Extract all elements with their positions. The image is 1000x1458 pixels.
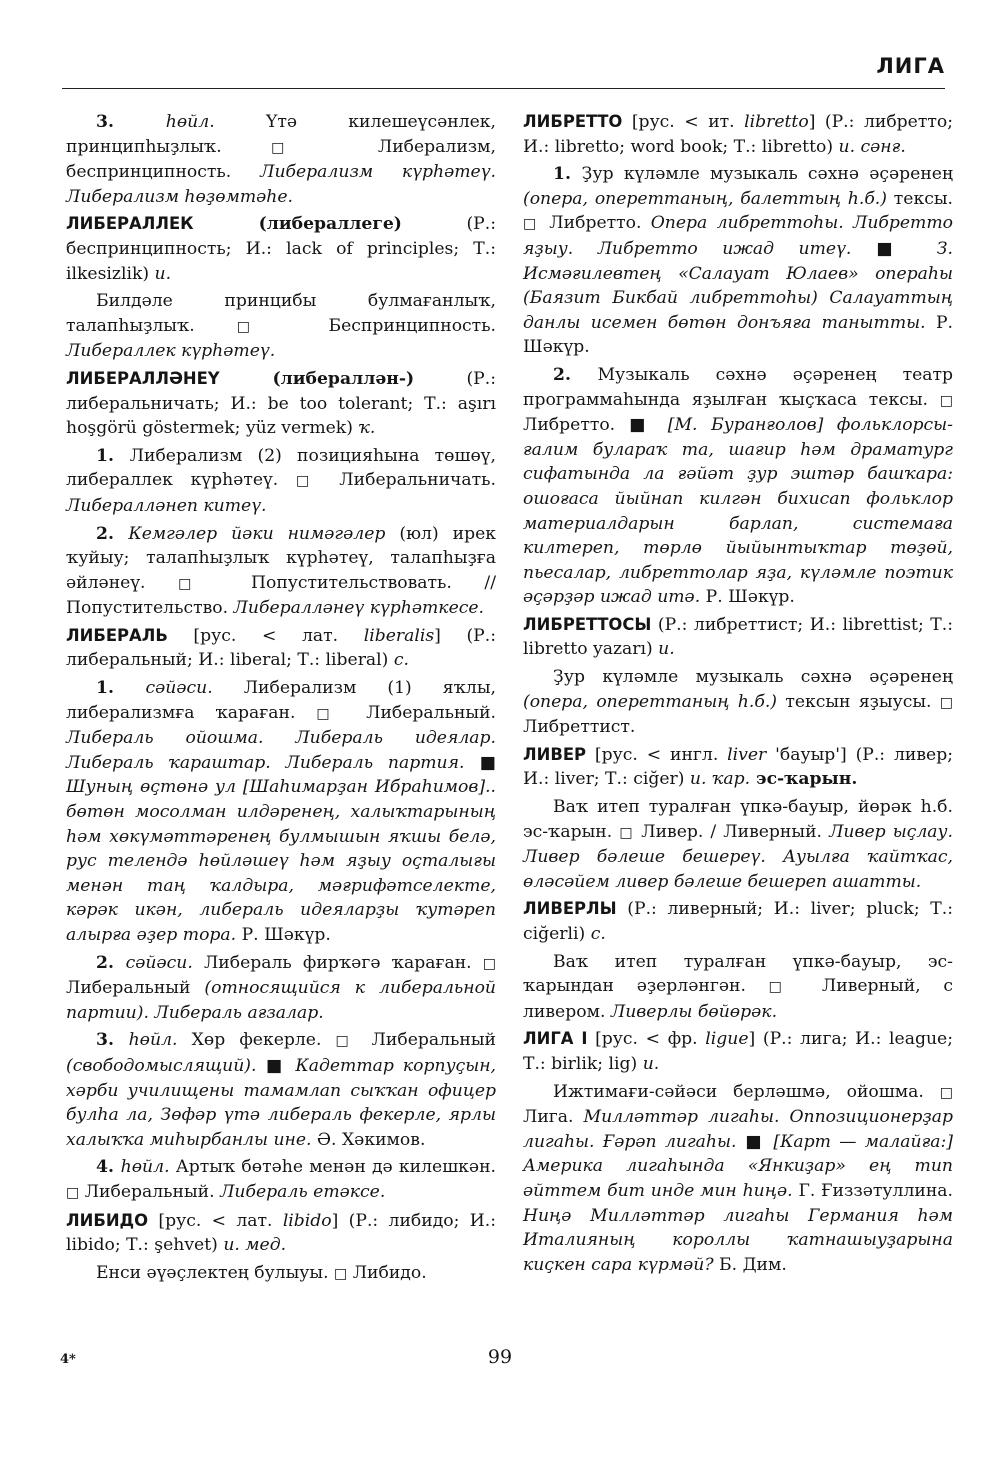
translation-marker: □ <box>482 955 496 972</box>
entry-headword-paragraph <box>523 613 953 662</box>
headword: ЛИБИДО <box>66 1210 149 1230</box>
entry-text: и. ҡар. <box>689 769 751 790</box>
translation-marker: □ <box>335 1033 358 1050</box>
entry-paragraph <box>66 676 496 948</box>
entry-text: Либреттист. <box>523 717 636 738</box>
entry-text: ] (Р.: лига; И.: league; Т.: birlik; lig) <box>523 1029 953 1074</box>
entry-text: Кадеттар корпуҫын, хәрби училищены тамамлап сыҡҡан офицер булһа ла, Зөфәр үтә либераль фекерле, ярлы халыҡҡа миһырбанлы ине. <box>66 1055 496 1150</box>
entry-text: сәйәси. <box>125 952 193 973</box>
entry-text: ■ <box>736 1131 774 1152</box>
translation-marker: □ <box>178 575 219 592</box>
entry-text: Либеральный. <box>345 702 496 723</box>
entry-text: (опера, опереттаның, балеттың һ.б.) <box>523 188 887 209</box>
entry-text: [М. Буранғолов] фольклорсы-ғалим булараҡ та, шағир һәм драматург сифатында ла ғәйәт ҙур эштәр башҡара: ошоғаса йыйнап килгән бихисап фольклор материалдарын барлап, системаға килтереп, төрлө йыйынтыҡтар төҙөй, пьесалар, либреттолар яҙа, күләмле поэтик әҫәрҙәр ижад итә. <box>523 415 953 608</box>
headword: ЛИБЕРАЛЛӘНЕҮ <box>66 368 220 388</box>
left-column <box>66 110 496 1289</box>
entry-text: 2. <box>553 364 598 385</box>
entry-text: Б. Дим. <box>713 1254 787 1275</box>
entry-text: Попустительствовать. // Попустительство. <box>66 572 497 619</box>
entry-text: ■ <box>256 1055 296 1076</box>
entry-text: (либераллән-) <box>219 368 415 389</box>
page-number: 99 <box>487 1346 513 1368</box>
entry-text: Либераль етәксе. <box>220 1181 386 1202</box>
right-column <box>523 110 953 1280</box>
entry-text: libretto <box>744 112 809 132</box>
entry-text: 'бауыр'] (Р.: ливер; И.: liver; Т.: ciğer) <box>523 744 953 790</box>
entry-headword-paragraph <box>523 897 953 946</box>
entry-text: (Р.: либеральничать; И.: be too tolerant; Т.: aşırı hoşgörü göstermek; yüz vermek) <box>66 368 496 439</box>
entry-text: ] (Р.: либеральный; И.: liberal; Т.: liberal) <box>66 625 496 671</box>
headword: ЛИБЕРАЛЛЕК <box>66 214 194 234</box>
entry-text: һөйл. <box>165 112 215 132</box>
entry-text: Г. Ғиззәтуллина. <box>792 1180 953 1201</box>
entry-text: Артыҡ бөтәһе менән дә килешкән. <box>169 1157 496 1178</box>
entry-text: ҡ. <box>358 418 376 439</box>
entry-headword-paragraph <box>66 1209 496 1258</box>
entry-text: 1. <box>96 678 146 699</box>
entry-text: libido <box>282 1210 332 1231</box>
entry-paragraph <box>66 289 496 364</box>
entry-paragraph <box>523 950 953 1025</box>
entry-text: Либеральный. <box>79 1181 221 1202</box>
translation-marker: □ <box>523 216 541 233</box>
entry-text: Либераллек күрһәтеү. <box>66 341 276 362</box>
entry-text: Р. Шәкүр. <box>236 925 331 945</box>
entry-text: 1. <box>553 164 582 185</box>
entry-paragraph <box>523 795 953 894</box>
entry-text: ■ <box>464 752 496 773</box>
entry-text: 3. <box>96 112 166 132</box>
entry-text: ligue <box>705 1029 749 1050</box>
entry-text: Енси әүәҫлектең булыуы. <box>96 1262 334 1283</box>
entry-text: и. <box>658 639 675 660</box>
entry-text: Беспринципность. <box>286 315 497 336</box>
entry-paragraph <box>66 110 496 209</box>
entry-text: Либераль ойошма. Либераль идеялар. Либераль ҡараштар. Либераль партия. <box>66 728 496 773</box>
entry-text: Р. Шәкүр. <box>700 587 795 608</box>
entry-text: (либераллеге) <box>193 214 402 235</box>
entry-paragraph <box>66 444 496 519</box>
entry-text: Либерализм, беспринципность. <box>66 136 496 183</box>
entry-text: [рус. < ит. <box>622 112 745 132</box>
entry-text: Ливерный, с ливером. <box>523 976 953 1022</box>
entry-text: З. Исмәғилевтең «Салауат Юлаев» операһы (Баязит Бикбай либреттоһы) Салауаттың данлы исемен бөтөн донъяға танытты. <box>523 238 953 333</box>
entry-text: ■ <box>851 238 937 259</box>
entry-text: (Р.: ливерный; И.: liver; pluck; Т.: ciğerli) <box>523 899 953 944</box>
entry-text: 3. <box>96 1030 129 1051</box>
entry-text: Либидо. <box>347 1262 427 1283</box>
translation-marker: □ <box>939 694 954 711</box>
translation-marker: □ <box>619 824 635 841</box>
entry-text: Ә. Хәкимов. <box>311 1129 426 1150</box>
entry-paragraph <box>66 522 496 621</box>
entry-paragraph <box>523 363 953 610</box>
headword: ЛИГА I <box>523 1029 588 1049</box>
entry-headword-paragraph <box>66 212 496 286</box>
entry-text: [рус. < ингл. <box>586 744 728 765</box>
entry-headword-paragraph <box>523 743 953 792</box>
entry-headword-paragraph <box>66 367 496 441</box>
entry-text: Либераль фирҡәгә ҡараған. <box>192 952 483 973</box>
headword: ЛИБРЕТТО <box>523 112 623 131</box>
entry-text: (Р.: беспринципность; И.: lack of principles; Т.: ilkesizlik) <box>66 214 496 284</box>
entry-text: и. <box>154 263 172 284</box>
entry-text: Музыкаль сәхнә әҫәренең театр программаһында яҙылған ҡыҫҡаса тексы. <box>523 364 954 410</box>
entry-text: Кемгәлер йәки нимәгәлер <box>128 523 386 544</box>
entry-text: һөйл. <box>120 1157 170 1178</box>
entry-text: [рус. < лат. <box>167 625 364 646</box>
entry-text: Либеральный <box>66 978 205 999</box>
entry-text: сәйәси. <box>145 678 213 699</box>
entry-text: һөйл. <box>128 1030 178 1051</box>
entry-text: Шуның өҫтөнә ул [Шаһимарҙан Ибраһимов].. бөтөн мосолман илдәренең, халыҡтарының һәм хөкүмәттәренең булмышын яҡшы белә, рус телендә һөйләшеү һәм яҙыу оҫталығы менән таң ҡалдыра, мәғрифәтселекте, кәрәк икән, либераль идеяларҙы ҡутәреп алырға әҙер тора. <box>66 777 496 945</box>
entry-text: Либералләнеү күрһәткесе. <box>233 598 485 619</box>
entry-text: ] (Р.: либретто; И.: libretto; word book; Т.: libretto) <box>523 112 953 157</box>
entry-text: 2. <box>96 952 126 973</box>
translation-marker: □ <box>295 473 322 490</box>
entry-text: Лига. <box>523 1107 584 1128</box>
translation-marker: □ <box>768 979 800 996</box>
entry-text: [рус. < лат. <box>148 1210 283 1231</box>
entry-text: тексын яҙыусы. <box>777 691 940 712</box>
translation-marker: □ <box>66 1184 80 1201</box>
entry-text: 4. <box>96 1157 121 1178</box>
entry-text: Ваҡ итеп туралған үпкә-бауыр, йөрәк һ.б. эс-ҡарын. <box>523 797 953 842</box>
entry-text: 1. <box>96 445 130 466</box>
entry-text: с. <box>393 650 409 671</box>
entry-text: Либеральничать. <box>321 470 496 491</box>
entry-text: Ливерлы бөйөрәк. <box>610 1001 778 1022</box>
translation-marker: □ <box>271 139 329 156</box>
entry-text: Либеральный <box>357 1030 496 1051</box>
entry-text: liver <box>727 744 767 765</box>
entry-text: Ҙур күләмле музыкаль сәхнә әҫәренең <box>553 667 953 688</box>
entry-text: (юл) ирек ҡуйыу; талапһыҙлыҡ күрһәтеү, талапһыҙға әйләнеү. <box>66 523 496 593</box>
entry-text: с. <box>590 924 606 944</box>
page-header <box>62 42 945 89</box>
entry-text: и. мед. <box>223 1235 287 1256</box>
entry-text: и. сәнғ. <box>838 136 906 157</box>
entry-text: ] (Р.: либидо; И.: libido; Т.: şehvet) <box>66 1210 496 1256</box>
entry-text: (свободомыслящий). <box>66 1055 257 1076</box>
entry-text: Үтә килешеүсәнлек, принципһыҙлыҡ. <box>66 112 496 157</box>
entry-paragraph <box>66 1261 496 1287</box>
entry-paragraph <box>66 1155 496 1205</box>
entry-text: и. <box>642 1053 660 1074</box>
entry-text: Ваҡ итеп туралған үпкә-бауыр, эс-ҡарындан әҙерләнгән. <box>523 951 953 997</box>
translation-marker: □ <box>334 1265 348 1282</box>
entry-text: Милләттәр лигаһы. Оппозиционерҙар лигаһы. Ғәрәп лигаһы. <box>523 1107 953 1152</box>
entry-text: ■ <box>615 415 668 436</box>
entry-text: Либералләнеп китеү. <box>66 495 267 516</box>
entry-text: Либретто. <box>540 213 651 234</box>
entry-text: [рус. < фр. <box>587 1029 706 1050</box>
headword: ЛИВЕР <box>523 744 587 764</box>
entry-text: (опера, опереттаның һ.б.) <box>523 691 778 712</box>
entry-text: [Карт — малайға:] Америка лигаһында «Янкиҙар» ең тип әйттем бит инде мин һиңә. <box>523 1131 953 1201</box>
entry-paragraph <box>66 1028 496 1152</box>
translation-marker: □ <box>236 318 287 335</box>
entry-text: Ижтимағи-сәйәси берләшмә, ойошма. <box>553 1081 940 1102</box>
headword: ЛИБЕРАЛЬ <box>66 625 168 645</box>
entry-text: liberalis <box>363 625 435 646</box>
entry-text: Р. Шәкүр. <box>523 312 953 358</box>
signature-mark: 4* <box>60 1352 76 1367</box>
headword: ЛИБРЕТТОСЫ <box>523 614 652 634</box>
entry-paragraph <box>523 162 953 360</box>
translation-marker: □ <box>939 1084 953 1101</box>
entry-headword-paragraph <box>523 1027 953 1076</box>
entry-headword-paragraph <box>523 110 953 159</box>
entry-text: (Р.: либреттист; И.: librettist; Т.: libretto yazarı) <box>523 614 953 660</box>
entry-text: Ливер. / Ливерный. <box>634 821 830 842</box>
entry-text: Либретто. <box>523 415 616 436</box>
entry-text: 2. <box>96 523 129 544</box>
entry-headword-paragraph <box>66 624 496 673</box>
entry-paragraph <box>66 951 496 1026</box>
entry-text: Хөр фекерле. <box>177 1030 336 1051</box>
entry-text: Либерализм (1) яҡлы, либерализмға ҡараған. <box>66 678 496 723</box>
running-head: ЛИГА <box>876 54 945 78</box>
entry-text: (относящийся к либеральной партии). Либераль ағзалар. <box>66 978 496 1023</box>
entry-text: Билдәле принцибы булмағанлыҡ, талапһыҙлыҡ. <box>66 291 496 336</box>
entry-text: эс-ҡарын. <box>750 769 858 790</box>
entry-text: Ливер ыҫлау. Ливер бәлеше бешереү. Ауылға ҡайтҡас, өләсәйем ливер бәлеше бешереп ашатты. <box>523 821 953 892</box>
entry-text: Либерализм күрһәтеү. Либерализм һөҙөмтәһе. <box>66 162 496 207</box>
entry-text: Ниңә Милләттәр лигаһы Германия һәм Италияның короллы ҡатнашыуҙарына киҫкен сара күрмәй? <box>523 1205 953 1275</box>
entry-text: Либерализм (2) позицияһына төшөү, либераллек күрһәтеү. <box>66 445 496 491</box>
translation-marker: □ <box>939 392 953 409</box>
entry-text: Ҙур күләмле музыкаль сәхнә әҫәренең <box>581 164 953 185</box>
translation-marker: □ <box>316 705 346 722</box>
headword: ЛИВЕРЛЫ <box>523 899 617 919</box>
entry-paragraph <box>523 1080 953 1278</box>
entry-text: тексы. <box>886 188 953 209</box>
entry-paragraph <box>523 665 953 740</box>
entry-text: Опера либреттоһы. Либретто яҙыу. Либретто ижад итеү. <box>523 213 953 259</box>
